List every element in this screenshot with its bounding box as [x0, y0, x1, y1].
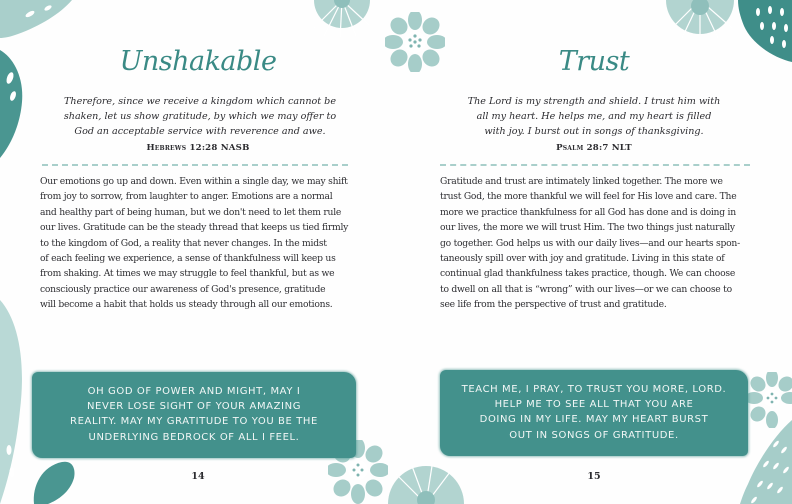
prayer-line: TEACH ME, I PRAY, TO TRUST YOU MORE, LORD.: [461, 384, 727, 395]
body-line: more we practice thankfulness for all God has done and is doing in: [440, 206, 736, 218]
body-line: see life from the perspective of trust and gratitude.: [440, 299, 667, 311]
prayer-line: HELP ME TO SEE ALL THAT YOU ARE: [494, 399, 694, 411]
scripture-reference: Hebrews 12:28 NASB: [146, 143, 250, 153]
body-line: consciously practice our awareness of God's presence, gratitude: [40, 283, 326, 295]
right-page: [396, 0, 792, 504]
prayer-text: [32, 384, 356, 445]
body-line: taneously spill over with joy and gratitude. Living in this state of: [440, 253, 725, 265]
body-line: our lives, the more we will trust Him. The two things just naturally: [440, 222, 735, 234]
verse-line: with joy. I burst out in songs of thanksgiving.: [484, 126, 704, 137]
dashed-divider: [440, 164, 750, 166]
body-line: from shaking. At times we may struggle to feel thankful, but as we: [40, 268, 335, 280]
page-number: 14: [191, 471, 205, 482]
devotional-body: [40, 174, 352, 313]
body-line: will become a habit that holds us steady through all our emotions.: [40, 299, 333, 311]
prayer-text: [440, 382, 748, 443]
page-title: Unshakable: [119, 46, 277, 77]
verse-line: The Lord is my strength and shield. I trust him with: [467, 96, 721, 107]
prayer-line: UNDERLYING BEDROCK OF ALL I FEEL.: [88, 431, 300, 443]
scripture-reference: Psalm 28:7 NLT: [556, 143, 632, 153]
verse-line: Therefore, since we receive a kingdom which cannot be: [64, 96, 336, 107]
prayer-line: OUT IN SONGS OF GRATITUDE.: [509, 429, 679, 441]
body-line: from joy to sorrow, from laughter to anger. Emotions are a normal: [40, 191, 333, 203]
body-line: go together. God helps us with our daily lives—and our hearts spon-: [440, 237, 740, 249]
body-line: to the kingdom of God, a reality that never changes. In the midst: [40, 237, 327, 249]
page-number: 15: [587, 471, 601, 482]
page-title: Trust: [558, 46, 630, 77]
body-line: Gratitude and trust are intimately linked together. The more we: [440, 176, 723, 187]
body-line: and healthy part of being human, but we don't need to let them rule: [40, 206, 342, 218]
prayer-line: NEVER LOSE SIGHT OF YOUR AMAZING: [86, 401, 302, 413]
prayer-line: REALITY. MAY MY GRATITUDE TO YOU BE THE: [70, 416, 318, 428]
body-line: trust God, the more thankful we will feel for His love and care. The: [440, 191, 737, 203]
body-line: to dwell on all that is “wrong” with our lives—or we can choose to: [440, 283, 732, 295]
scripture-verse: [50, 94, 350, 139]
prayer-line: DOING IN MY LIFE. MAY MY HEART BURST: [479, 414, 709, 426]
dashed-divider: [42, 164, 348, 166]
body-line: of each feeling we experience, a sense of thankfulness will keep us: [40, 253, 336, 265]
devotional-body: [440, 174, 752, 313]
prayer-box: [440, 370, 748, 456]
body-line: Our emotions go up and down. Even within a single day, we may shift: [40, 176, 348, 187]
body-line: our lives. Gratitude can be the steady thread that keeps us tied firmly: [40, 222, 349, 234]
verse-line: shaken, let us show gratitude, by which we may offer to: [63, 111, 337, 122]
prayer-line: OH GOD OF POWER AND MIGHT, MAY I: [87, 386, 301, 397]
scripture-verse: [444, 94, 744, 139]
prayer-box: [32, 372, 356, 458]
verse-line: all my heart. He helps me, and my heart is filled: [476, 111, 712, 122]
verse-line: God an acceptable service with reverence and awe.: [74, 126, 326, 137]
body-line: continual glad thankfulness takes practice, though. We can choose: [440, 268, 736, 280]
